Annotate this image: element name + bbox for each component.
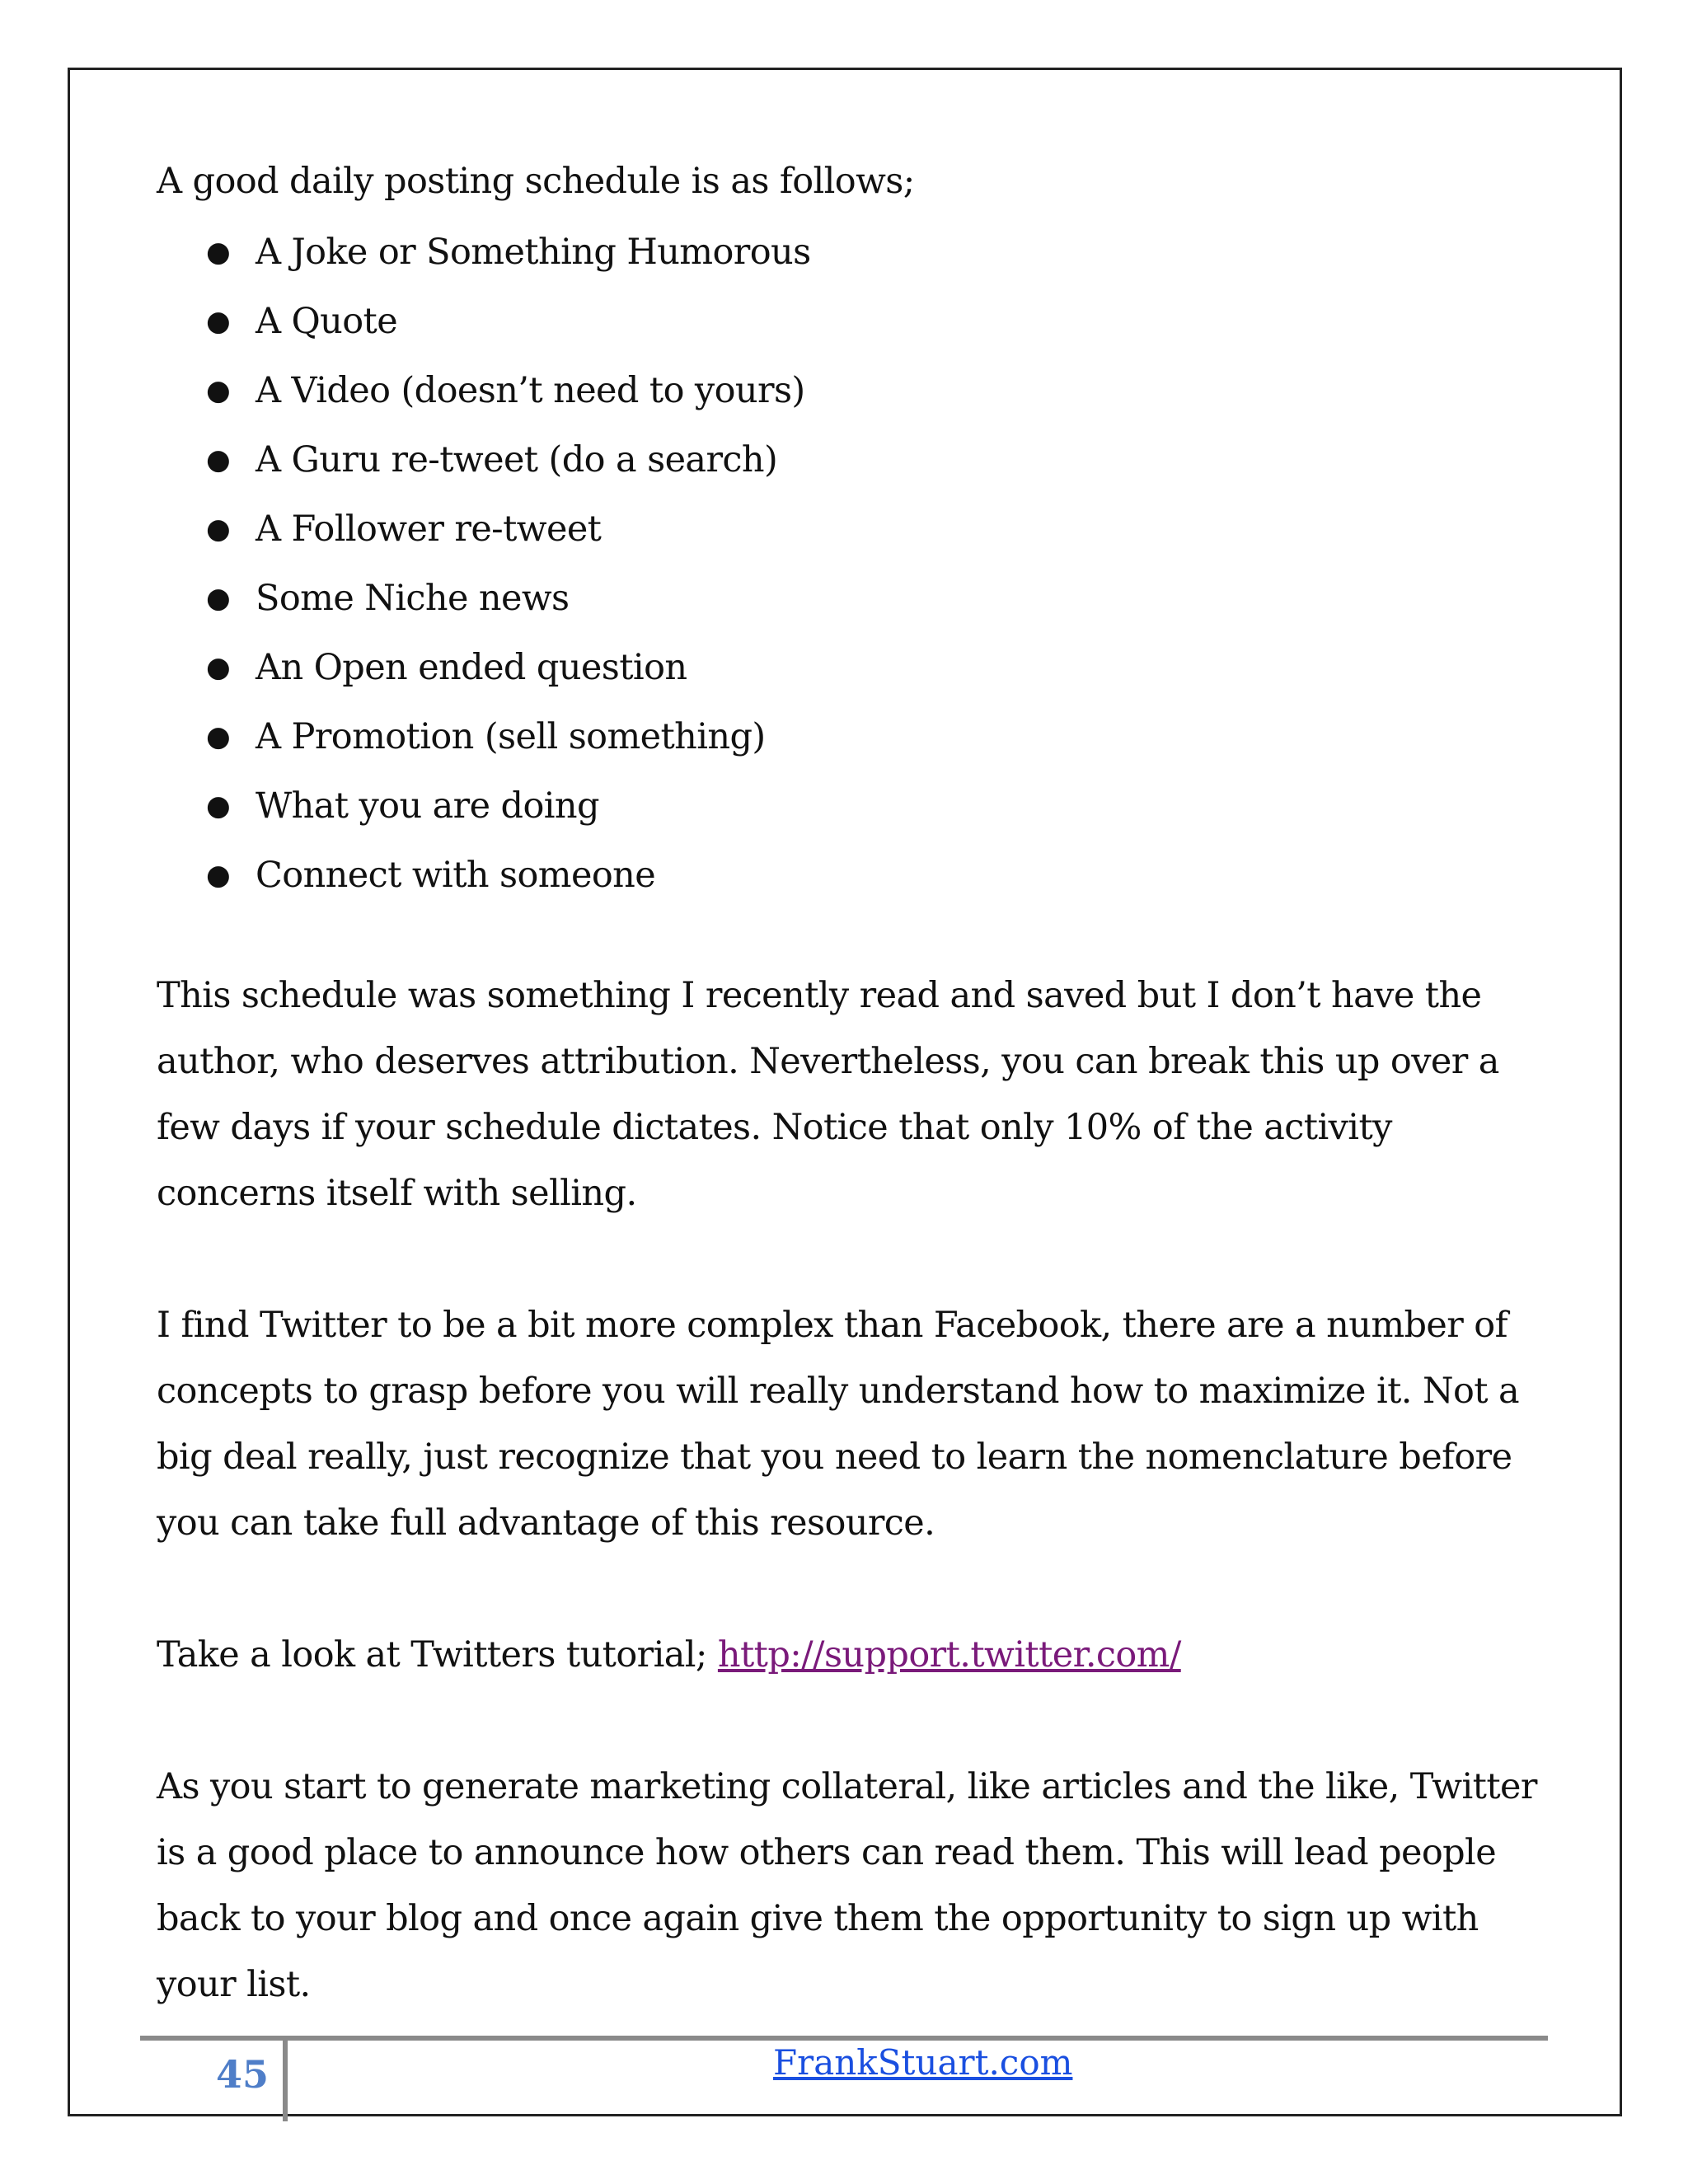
paragraph-tutorial [157, 1622, 1541, 1688]
list-item-text: Some Niche news [256, 578, 570, 619]
paragraph-attribution: This schedule was something I recently read and saved but I don’t have the author, who deserves attribution. Nevertheless, you can break this up over a few days if your schedule dictates. Notice that only 10% of the activity concerns itself with selling. [157, 975, 1499, 1214]
list-item [206, 287, 1541, 356]
list-item-text: A Guru re-tweet (do a search) [256, 439, 778, 480]
bullet-icon: ● [206, 374, 231, 407]
list-item [206, 218, 1541, 287]
list-item-text: Connect with someone [256, 855, 656, 896]
list-item-text: A Video (doesn’t need to yours) [256, 370, 805, 411]
schedule-intro: A good daily posting schedule is as follows; [157, 161, 915, 202]
list-item [206, 771, 1541, 841]
list-item-text: A Follower re-tweet [256, 509, 602, 550]
list-item-text: A Joke or Something Humorous [256, 232, 811, 273]
schedule-list [157, 218, 1541, 910]
list-item [206, 633, 1541, 702]
footer-divider [283, 2039, 288, 2121]
paragraph-marketing: As you start to generate marketing collateral, like articles and the like, Twitter is a good place to announce how others can read them. This will lead people back to your blog and once again give them the opportunity to sign up with your list. [157, 1766, 1537, 2005]
list-item-text: An Open ended question [256, 647, 687, 688]
list-item [206, 564, 1541, 633]
list-item-text: A Promotion (sell something) [256, 716, 766, 757]
footer-site-link[interactable]: FrankStuart.com [773, 2042, 1073, 2083]
bullet-icon: ● [206, 236, 231, 269]
page-number: 45 [216, 2052, 270, 2097]
bullet-icon: ● [206, 651, 231, 684]
tutorial-text: Take a look at Twitters tutorial; [157, 1634, 718, 1675]
list-item [206, 841, 1541, 910]
twitter-support-link[interactable]: http://support.twitter.com/ [717, 1634, 1181, 1675]
list-item [206, 425, 1541, 494]
bullet-icon: ● [206, 859, 231, 892]
bullet-icon: ● [206, 582, 231, 615]
list-item [206, 702, 1541, 771]
bullet-icon: ● [206, 513, 231, 546]
footer-rule [140, 2036, 1548, 2041]
bullet-icon: ● [206, 443, 231, 476]
list-item [206, 494, 1541, 564]
list-item [206, 356, 1541, 425]
spacer [157, 1688, 1541, 1754]
bullet-icon: ● [206, 305, 231, 338]
page-content [157, 148, 1541, 2018]
bullet-icon: ● [206, 790, 231, 823]
paragraph-twitter-complexity: I find Twitter to be a bit more complex than Facebook, there are a number of concepts to grasp before you will really understand how to maximize it. Not a big deal really, just recognize that you need to learn the nomenclature before you can take full advantage of this resource. [157, 1305, 1520, 1544]
spacer [157, 1226, 1541, 1292]
bullet-icon: ● [206, 720, 231, 753]
spacer [157, 910, 1541, 963]
list-item-text: A Quote [256, 301, 398, 342]
list-item-text: What you are doing [256, 785, 599, 827]
spacer [157, 1556, 1541, 1622]
